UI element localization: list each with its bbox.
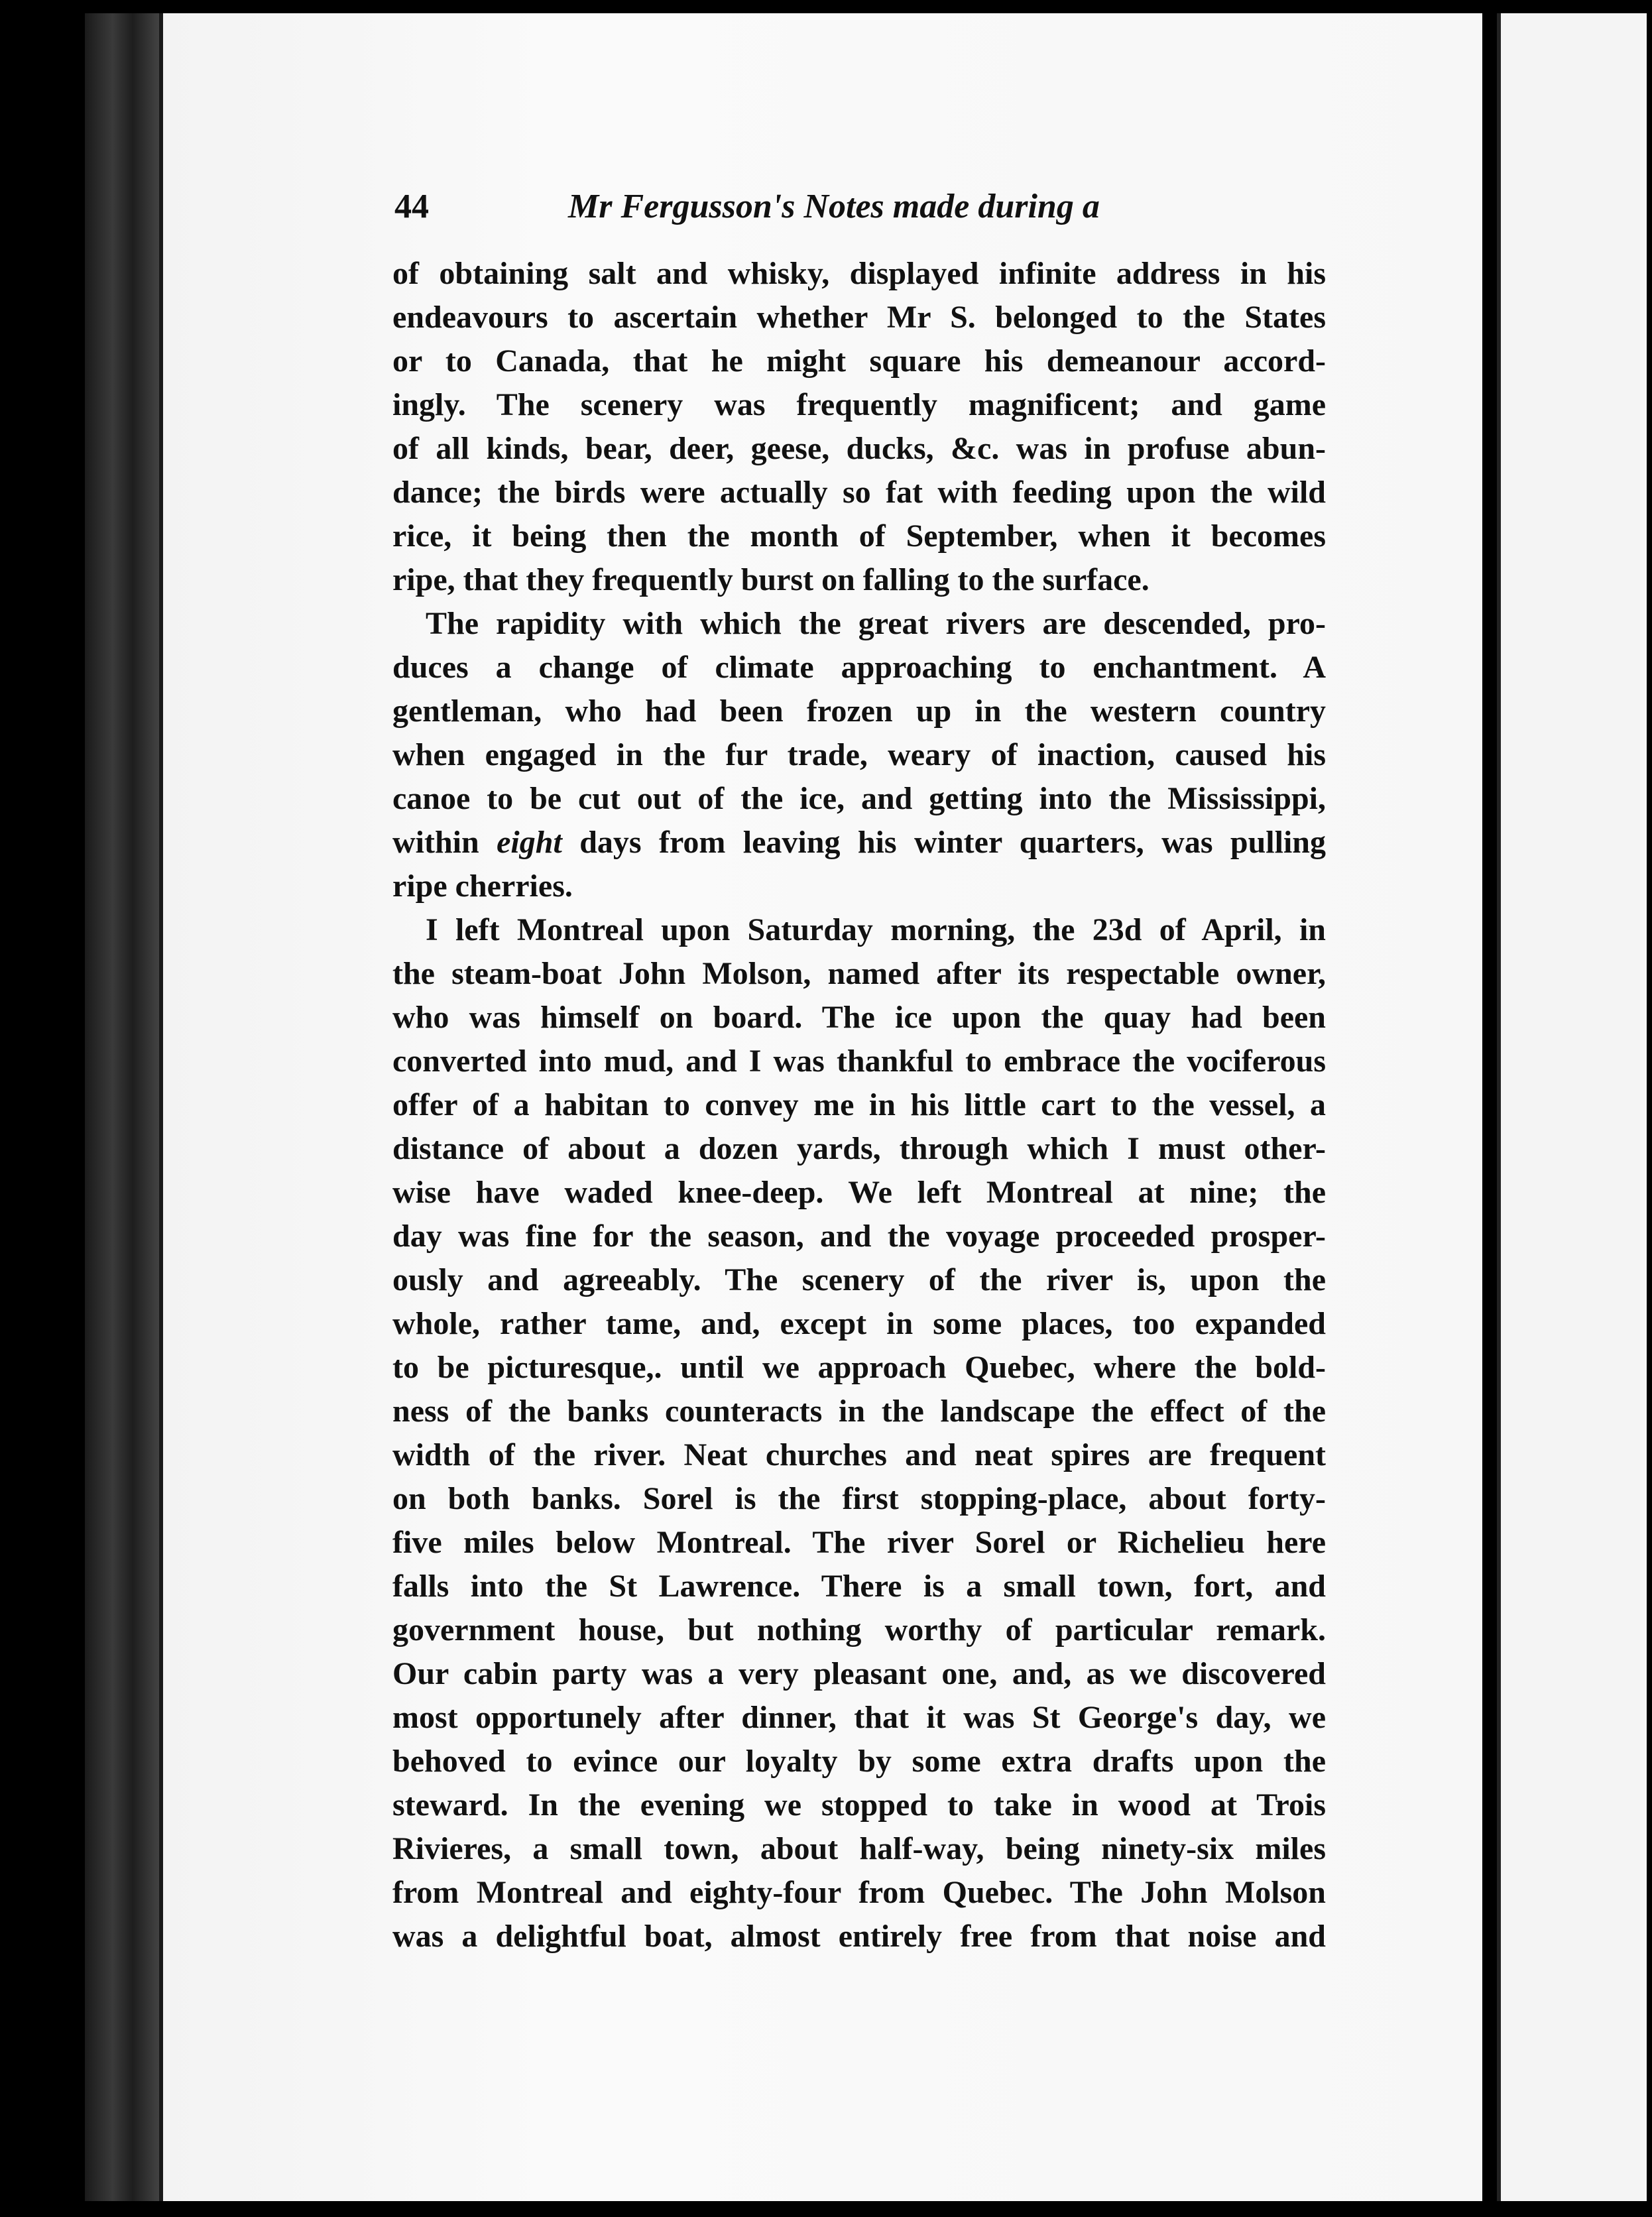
text-line: ingly. The scenery was frequently magnificent; and game — [392, 387, 1326, 422]
text-line: behoved to evince our loyalty by some extra drafts upon the — [392, 1744, 1326, 1779]
text-line: five miles below Montreal. The river Sorel or Richelieu here — [392, 1525, 1326, 1560]
text-line: government house, but nothing worthy of particular remark. — [392, 1612, 1326, 1648]
text-line: I left Montreal upon Saturday morning, the 23d of April, in — [426, 912, 1326, 947]
text-span: within — [392, 825, 479, 860]
book-spine-edge — [85, 13, 164, 2201]
italic-word: eight — [497, 825, 562, 860]
text-line: rice, it being then the month of September, when it becomes — [392, 518, 1326, 554]
text-line: was a delightful boat, almost entirely free from that noise and — [392, 1919, 1326, 1954]
text-line: of all kinds, bear, deer, geese, ducks, &c. was in profuse abun- — [392, 431, 1326, 466]
body-text — [392, 252, 1326, 1958]
text-line: to be picturesque,. until we approach Quebec, where the bold- — [392, 1350, 1326, 1385]
page-number: 44 — [394, 188, 429, 225]
text-line: endeavours to ascertain whether Mr S. belonged to the States — [392, 300, 1326, 335]
text-line: when engaged in the fur trade, weary of inaction, caused his — [392, 737, 1326, 772]
text-line: Rivieres, a small town, about half-way, being ninety-six miles — [392, 1831, 1326, 1866]
text-line: width of the river. Neat churches and neat spires are frequent — [392, 1437, 1326, 1472]
text-line: on both banks. Sorel is the first stopping-place, about forty- — [392, 1481, 1326, 1516]
text-line: the steam-boat John Molson, named after its respectable owner, — [392, 956, 1326, 991]
text-line: wise have waded knee-deep. We left Montreal at nine; the — [392, 1175, 1326, 1210]
text-line: converted into mud, and I was thankful to embrace the vociferous — [392, 1044, 1326, 1079]
running-title: Mr Fergusson's Notes made during a — [568, 188, 1100, 225]
page-header — [394, 187, 1323, 240]
text-line: day was fine for the season, and the voyage proceeded prosper- — [392, 1219, 1326, 1254]
text-line: or to Canada, that he might square his demeanour accord- — [392, 343, 1326, 379]
text-line: Our cabin party was a very pleasant one, and, as we discovered — [392, 1656, 1326, 1691]
text-line: of obtaining salt and whisky, displayed infinite address in his — [392, 256, 1326, 291]
text-line: falls into the St Lawrence. There is a small town, fort, and — [392, 1569, 1326, 1604]
text-span: days from leaving his winter quarters, was pulling — [579, 825, 1327, 860]
text-line: dance; the birds were actually so fat with feeding upon the wild — [392, 475, 1326, 510]
text-line: canoe to be cut out of the ice, and getting into the Mississippi, — [392, 781, 1326, 816]
text-line: ripe cherries. — [392, 869, 573, 904]
text-line: distance of about a dozen yards, through which I must other- — [392, 1131, 1326, 1166]
text-line — [392, 821, 1326, 865]
text-line: ness of the banks counteracts in the landscape the effect of the — [392, 1394, 1326, 1429]
text-line: duces a change of climate approaching to enchantment. A — [392, 650, 1326, 685]
text-line: most opportunely after dinner, that it was St George's day, we — [392, 1700, 1326, 1735]
text-line: ously and agreeably. The scenery of the river is, upon the — [392, 1262, 1326, 1297]
text-line: offer of a habitan to convey me in his little cart to the vessel, a — [392, 1087, 1326, 1122]
facing-page-edge — [1497, 13, 1647, 2201]
text-line: ripe, that they frequently burst on falling to the surface. — [392, 562, 1150, 597]
text-line: The rapidity with which the great rivers are descended, pro- — [426, 606, 1326, 641]
text-line: gentleman, who had been frozen up in the western country — [392, 693, 1326, 729]
text-line: who was himself on board. The ice upon the quay had been — [392, 1000, 1326, 1035]
text-line: steward. In the evening we stopped to take in wood at Trois — [392, 1787, 1326, 1823]
text-line: from Montreal and eighty-four from Quebec. The John Molson — [392, 1875, 1326, 1910]
text-line: whole, rather tame, and, except in some places, too expanded — [392, 1306, 1326, 1341]
